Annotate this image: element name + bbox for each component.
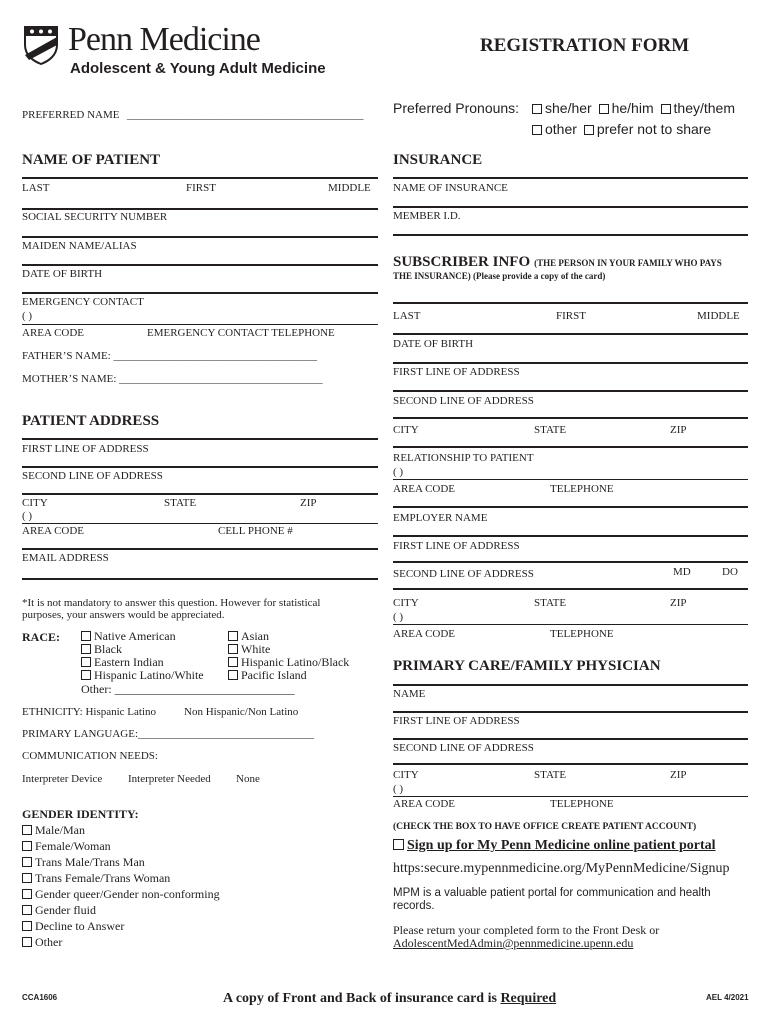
employer-area-code-label: AREA CODE [393,628,456,640]
employer-city-field[interactable] [393,588,748,590]
subscriber-line1-field[interactable] [393,362,748,364]
race-label: RACE: [22,630,60,644]
gender-options [22,822,220,950]
pronoun-option: she/her [545,100,592,116]
address-city-field[interactable] [22,493,378,495]
gender-checkbox[interactable] [22,841,32,851]
pronoun-checkbox[interactable] [599,104,609,114]
email-field[interactable] [22,548,378,550]
dob-field[interactable] [22,264,378,266]
employer-line2-label: SECOND LINE OF ADDRESS [393,568,534,580]
race-checkbox[interactable] [81,670,91,680]
subscriber-dob-label: DATE OF BIRTH [393,338,474,350]
communication-needs-label: COMMUNICATION NEEDS: [22,750,158,762]
race-option: Pacific Island [241,668,307,682]
physician-zip-label: ZIP [670,769,687,781]
maiden-label: MAIDEN NAME/ALIAS [22,240,137,252]
mother-name-field[interactable]: MOTHER’S NAME: _____________________________________ [22,373,323,385]
footer-notice [223,991,556,1007]
patient-last-label: LAST [22,182,50,194]
address-state-label: STATE [164,497,197,509]
subscriber-paren: ( ) [393,466,404,478]
gender-option: Gender fluid [35,903,96,917]
race-option: Native American [94,629,176,643]
portal-check-note: (CHECK THE BOX TO HAVE OFFICE CREATE PATIENT ACCOUNT) [393,822,697,832]
subscriber-first-label: FIRST [556,310,586,322]
primary-language-field[interactable]: PRIMARY LANGUAGE:________________________________ [22,728,315,740]
do-label: DO [722,566,738,578]
comm-option-device[interactable]: Interpreter Device [22,773,103,785]
brand-subtitle: Adolescent & Young Adult Medicine [70,60,326,77]
subscriber-note-2: THE INSURANCE) (Please provide a copy of the card) [393,271,606,281]
emergency-contact-label: EMERGENCY CONTACT [22,296,144,308]
footer-revision-code: AEL 4/2021 [706,993,749,1002]
physician-area-code-label: AREA CODE [393,798,456,810]
subscriber-telephone-label: TELEPHONE [550,483,614,495]
gender-checkbox[interactable] [22,825,32,835]
employer-line1-label: FIRST LINE OF ADDRESS [393,540,520,552]
member-id-field[interactable] [393,206,748,208]
father-name-field[interactable]: FATHER’S NAME: _____________________________________ [22,350,317,362]
employer-field[interactable] [393,506,748,508]
return-instructions: Please return your completed form to the Front Desk or [393,923,660,937]
pronoun-option: he/him [611,100,654,116]
md-label: MD [673,566,691,578]
gender-checkbox[interactable] [22,921,32,931]
portal-signup-row [393,838,716,854]
brand-name: Penn Medicine [68,21,260,58]
insurance-heading: INSURANCE [393,152,483,168]
mpm-description-line1: MPM is a valuable patient portal for communication and health [393,887,711,899]
subscriber-line1-label: FIRST LINE OF ADDRESS [393,366,520,378]
employer-city-label: CITY [393,597,419,609]
email-label: EMAIL ADDRESS [22,552,109,564]
pronoun-checkbox[interactable] [584,125,594,135]
portal-signup-checkbox[interactable] [393,839,404,850]
relationship-label: RELATIONSHIP TO PATIENT [393,452,534,464]
pronoun-option: prefer not to share [596,121,712,137]
emergency-phone-label: EMERGENCY CONTACT TELEPHONE [147,327,335,339]
mpm-description-line2: records. [393,900,435,912]
race-checkbox[interactable] [228,657,238,667]
address-city-label: CITY [22,497,48,509]
statistics-note-line1: *It is not mandatory to answer this question. However for statistical [22,597,321,609]
race-column-1 [81,630,204,682]
footer-notice-required: Required [500,991,557,1006]
footer-form-code: CCA1606 [22,993,58,1002]
comm-option-interpreter[interactable]: Interpreter Needed [128,773,211,785]
ethnicity-label: ETHNICITY: Hispanic Latino [22,706,157,718]
statistics-note-line2: purposes, your answers would be appreciated. [22,609,225,621]
cell-phone-label: CELL PHONE # [218,525,293,537]
physician-line1-label: FIRST LINE OF ADDRESS [393,715,520,727]
race-checkbox[interactable] [81,644,91,654]
form-title: REGISTRATION FORM [480,35,690,56]
return-email-link[interactable]: AdolescentMedAdmin@pennmedicine.upenn.edu [393,936,634,950]
member-id-label: MEMBER I.D. [393,210,461,222]
physician-heading: PRIMARY CARE/FAMILY PHYSICIAN [393,658,661,674]
race-checkbox[interactable] [81,631,91,641]
emergency-paren: ( ) [22,310,33,322]
address-line2-field[interactable] [22,466,378,468]
emergency-area-code-label: AREA CODE [22,327,85,339]
employer-label: EMPLOYER NAME [393,512,488,524]
preferred-name-blank[interactable]: ___________________________________________ [127,109,364,121]
race-option: Hispanic Latino/Black [241,655,350,669]
race-option: Black [94,642,122,656]
employer-state-label: STATE [534,597,567,609]
preferred-name-label: PREFERRED NAME [22,109,120,121]
subscriber-note: (THE PERSON IN YOUR FAMILY WHO PAYS [534,258,722,268]
gender-checkbox[interactable] [22,937,32,947]
dob-label: DATE OF BIRTH [22,268,103,280]
address-line2-label: SECOND LINE OF ADDRESS [22,470,163,482]
race-option: Asian [241,629,269,643]
physician-line2-field[interactable] [393,738,748,740]
address-zip-label: ZIP [300,497,317,509]
physician-state-label: STATE [534,769,567,781]
cell-paren: ( ) [22,510,33,522]
pronoun-row-1 [532,100,735,116]
ethnicity-other-option[interactable]: Non Hispanic/Non Latino [184,706,299,718]
race-checkbox[interactable] [81,657,91,667]
insurance-name-label: NAME OF INSURANCE [393,182,508,194]
gender-checkbox[interactable] [22,857,32,867]
gender-identity-heading: GENDER IDENTITY: [22,807,139,821]
subscriber-info-heading: SUBSCRIBER INFO [393,254,531,270]
physician-telephone-label: TELEPHONE [550,798,614,810]
portal-signup-text: Sign up for My Penn Medicine online patient portal [407,838,716,853]
subscriber-area-code-label: AREA CODE [393,483,456,495]
employer-line1-field[interactable] [393,535,748,537]
relationship-field[interactable] [393,446,748,448]
employer-line2-field[interactable] [393,561,748,563]
race-option: Hispanic Latino/White [94,668,204,682]
subscriber-line2-label: SECOND LINE OF ADDRESS [393,395,534,407]
gender-checkbox[interactable] [22,889,32,899]
race-checkbox[interactable] [228,644,238,654]
subscriber-zip-label: ZIP [670,424,687,436]
pronoun-option: other [545,121,577,137]
race-checkbox[interactable] [228,631,238,641]
subscriber-city-field[interactable] [393,417,748,419]
pronoun-row-2 [532,121,711,137]
gender-option: Female/Woman [35,839,111,853]
physician-city-label: CITY [393,769,419,781]
subscriber-line2-field[interactable] [393,390,748,392]
patient-name-heading: NAME OF PATIENT [22,152,161,168]
patient-first-label: FIRST [186,182,216,194]
pronoun-checkbox[interactable] [532,125,542,135]
cell-area-code-label: AREA CODE [22,525,85,537]
pronoun-checkbox[interactable] [532,104,542,114]
penn-shield-logo [23,25,59,65]
physician-line2-label: SECOND LINE OF ADDRESS [393,742,534,754]
race-column-2 [228,630,349,682]
race-checkbox[interactable] [228,670,238,680]
subscriber-dob-field[interactable] [393,333,748,335]
address-line1-label: FIRST LINE OF ADDRESS [22,443,149,455]
employer-paren: ( ) [393,611,404,623]
patient-middle-label: MIDDLE [328,182,371,194]
gender-option: Decline to Answer [35,919,125,933]
physician-city-field[interactable] [393,763,748,765]
physician-line1-field[interactable] [393,711,748,713]
race-option: White [241,642,271,656]
ssn-field[interactable] [22,208,378,210]
maiden-field[interactable] [22,236,378,238]
footer-notice-text: A copy of Front and Back of insurance card is [223,991,501,1006]
race-option: Eastern Indian [94,655,164,669]
gender-checkbox[interactable] [22,873,32,883]
pronouns-label: Preferred Pronouns: [393,100,520,116]
patient-address-heading: PATIENT ADDRESS [22,413,160,429]
subscriber-middle-label: MIDDLE [697,310,740,322]
gender-option: Trans Female/Trans Woman [35,871,171,885]
subscriber-state-label: STATE [534,424,567,436]
gender-option: Trans Male/Trans Man [35,855,145,869]
gender-option: Other [35,935,63,949]
pronoun-option: they/them [673,100,735,116]
pronoun-checkbox[interactable] [661,104,671,114]
emergency-contact-field[interactable] [22,292,378,294]
subscriber-city-label: CITY [393,424,419,436]
comm-option-none[interactable]: None [236,773,260,785]
employer-zip-label: ZIP [670,597,687,609]
subscriber-last-label: LAST [393,310,421,322]
employer-telephone-label: TELEPHONE [550,628,614,640]
physician-name-label: NAME [393,688,426,700]
portal-url[interactable]: https:secure.mypennmedicine.org/MyPennMedicine/Signup [393,861,730,876]
ssn-label: SOCIAL SECURITY NUMBER [22,211,168,223]
race-other-field[interactable]: Other: ______________________________ [81,682,295,696]
gender-checkbox[interactable] [22,905,32,915]
gender-option: Male/Man [35,823,85,837]
gender-option: Gender queer/Gender non-conforming [35,887,220,901]
physician-paren: ( ) [393,783,404,795]
subscriber-info-heading-row [393,253,722,271]
